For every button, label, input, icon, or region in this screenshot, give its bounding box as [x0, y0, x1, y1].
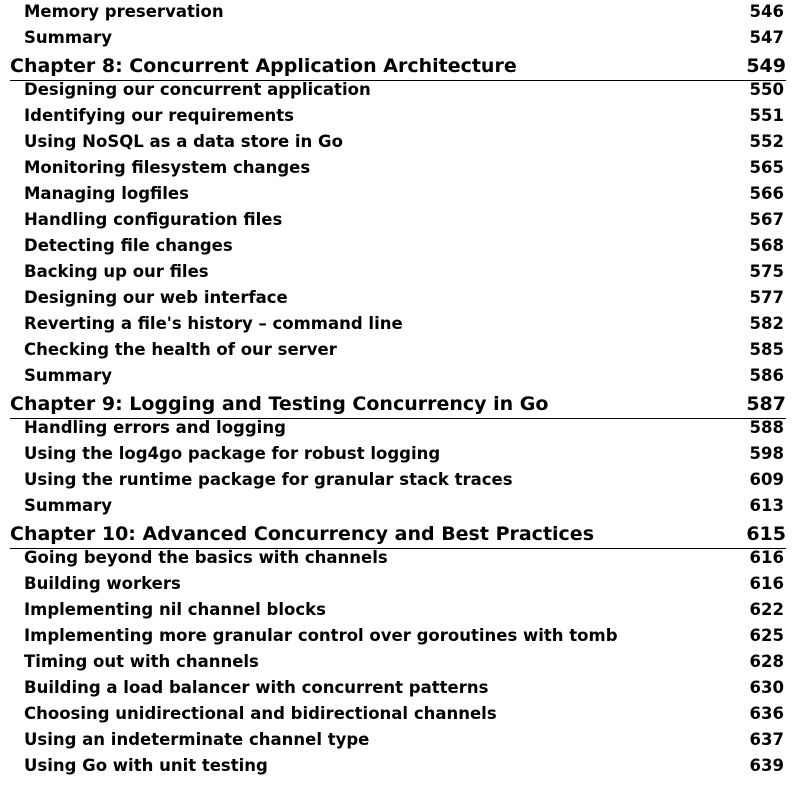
toc-entry: [24, 232, 784, 258]
toc-entry: [24, 492, 784, 518]
entry-title: Going beyond the basics with channels: [24, 547, 388, 567]
entry-title: Identifying our requirements: [24, 105, 294, 125]
entry-title: Using an indeterminate channel type: [24, 729, 370, 749]
toc-entry: [24, 258, 784, 284]
page-number: 565: [749, 157, 784, 177]
toc-entry: [24, 180, 784, 206]
entry-title: Detecting file changes: [24, 235, 233, 255]
toc-entry: [24, 674, 784, 700]
entry-title: Summary: [24, 495, 113, 515]
toc-entry: [24, 336, 784, 362]
toc-entry: [24, 206, 784, 232]
entry-title: Memory preservation: [24, 1, 224, 21]
page-number: 552: [749, 131, 784, 151]
entry-title: Implementing nil channel blocks: [24, 599, 326, 619]
chapter-title: Chapter 10: Advanced Concurrency and Best Practices: [10, 522, 594, 545]
entry-title: Handling configuration files: [24, 209, 283, 229]
toc-entry: [24, 440, 784, 466]
toc-entry: [24, 622, 784, 648]
page-number: 622: [749, 599, 784, 619]
page-number: 587: [746, 392, 786, 415]
page-number: 613: [749, 495, 784, 515]
entry-title: Choosing unidirectional and bidirectional channels: [24, 703, 497, 723]
entry-title: Summary: [24, 365, 113, 385]
page-number: 549: [746, 54, 786, 77]
toc-entry: [24, 0, 784, 24]
page-number: 546: [749, 1, 784, 21]
entry-title: Building workers: [24, 573, 181, 593]
entry-title: Handling errors and logging: [24, 417, 286, 437]
entry-title: Backing up our files: [24, 261, 209, 281]
toc-entry: [24, 310, 784, 336]
page-number: 616: [749, 547, 784, 567]
toc-entry: [24, 596, 784, 622]
entry-title: Monitoring filesystem changes: [24, 157, 311, 177]
page-number: 637: [749, 729, 784, 749]
page-number: 615: [746, 522, 786, 545]
entry-title: Implementing more granular control over goroutines with tomb: [24, 625, 618, 645]
toc-entry: [24, 544, 784, 570]
page-number: 625: [749, 625, 784, 645]
toc-entry: [24, 752, 784, 778]
page-number: 609: [749, 469, 784, 489]
toc-entry: [24, 102, 784, 128]
page-number: 575: [749, 261, 784, 281]
page-number: 551: [749, 105, 784, 125]
toc-entry: [24, 76, 784, 102]
page-number: 616: [749, 573, 784, 593]
entry-title: Managing logfiles: [24, 183, 189, 203]
toc-entry: [24, 284, 784, 310]
page-number: 639: [749, 755, 784, 775]
entry-title: Using the log4go package for robust logging: [24, 443, 441, 463]
toc-entry: [24, 154, 784, 180]
entry-title: Building a load balancer with concurrent patterns: [24, 677, 489, 697]
toc-entry: [24, 700, 784, 726]
page-number: 636: [749, 703, 784, 723]
toc-entry: [24, 362, 784, 388]
page-number: 630: [749, 677, 784, 697]
page-number: 586: [749, 365, 784, 385]
page-number: 598: [749, 443, 784, 463]
toc-entry: [24, 466, 784, 492]
page-number: 568: [749, 235, 784, 255]
entry-title: Summary: [24, 27, 113, 47]
entry-title: Timing out with channels: [24, 651, 259, 671]
entry-title: Using the runtime package for granular stack traces: [24, 469, 513, 489]
page-number: 588: [749, 417, 784, 437]
page-number: 628: [749, 651, 784, 671]
page-number: 566: [749, 183, 784, 203]
entry-title: Using NoSQL as a data store in Go: [24, 131, 343, 151]
page-number: 567: [749, 209, 784, 229]
page-number: 547: [749, 27, 784, 47]
page-number: 577: [749, 287, 784, 307]
chapter-title: Chapter 8: Concurrent Application Architecture: [10, 54, 517, 77]
toc-entry: [24, 128, 784, 154]
page-number: 585: [749, 339, 784, 359]
toc-entry: [24, 648, 784, 674]
entry-title: Designing our concurrent application: [24, 79, 371, 99]
chapter-title: Chapter 9: Logging and Testing Concurrency in Go: [10, 392, 549, 415]
toc-entry: [24, 570, 784, 596]
entry-title: Using Go with unit testing: [24, 755, 268, 775]
page-number: 582: [749, 313, 784, 333]
toc-entry: [24, 24, 784, 50]
entry-title: Checking the health of our server: [24, 339, 337, 359]
entry-title: Designing our web interface: [24, 287, 288, 307]
toc-entry: [24, 726, 784, 752]
toc-entry: [24, 414, 784, 440]
page-number: 550: [749, 79, 784, 99]
entry-title: Reverting a file's history – command line: [24, 313, 403, 333]
